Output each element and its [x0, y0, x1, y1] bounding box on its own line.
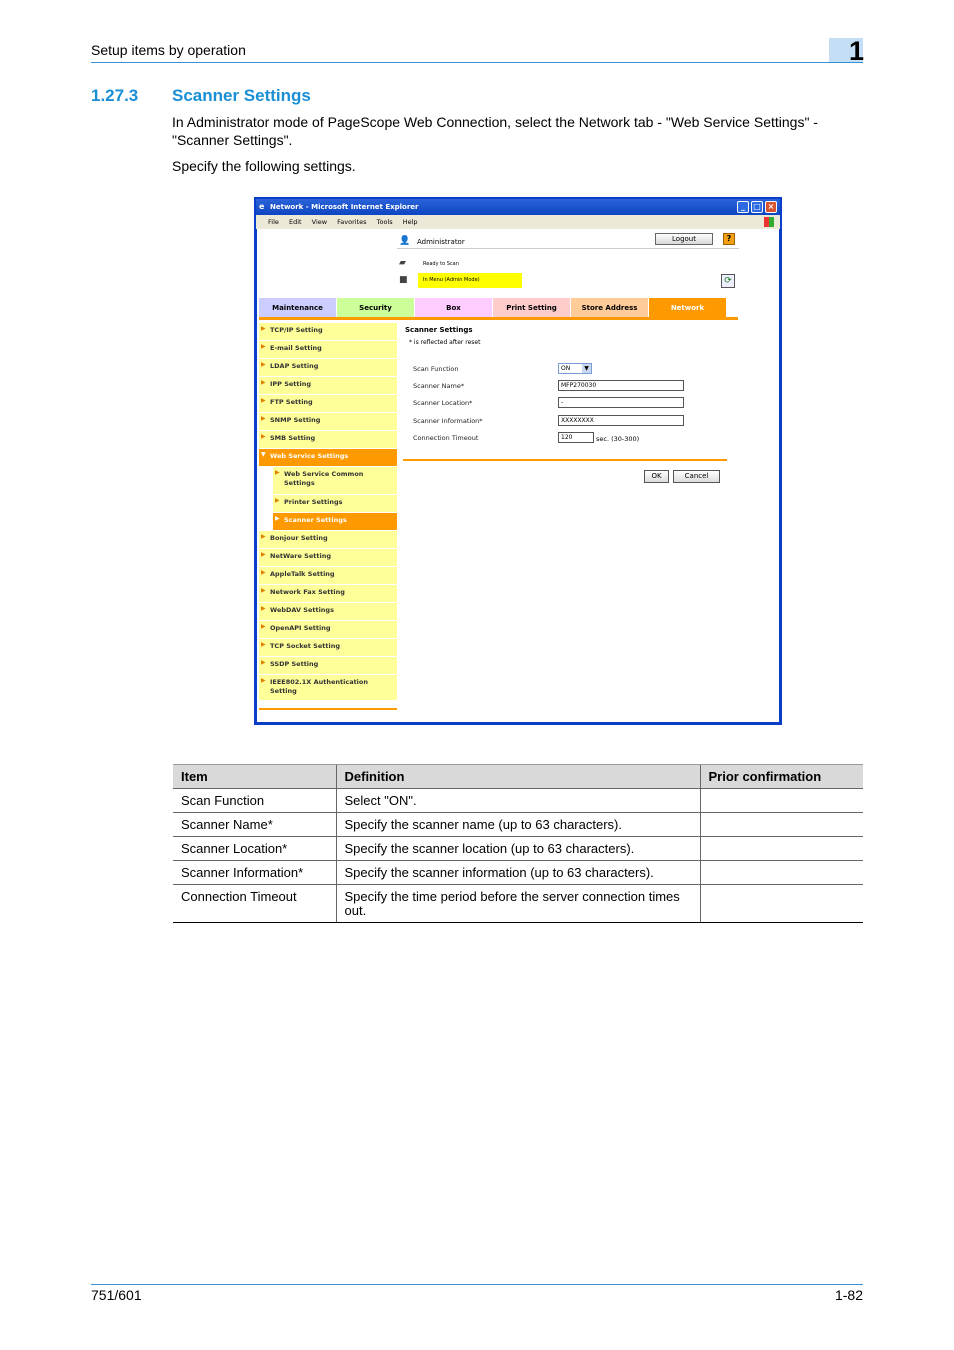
sidebar-item-label: OpenAPI Setting	[270, 624, 331, 632]
sidebar-item-snmp[interactable]	[259, 413, 397, 431]
triangle-right-icon: ▶	[261, 623, 266, 630]
chevron-down-icon: ▼	[582, 364, 591, 373]
page-number: 1-82	[834, 1287, 863, 1303]
tab-store-address[interactable]	[571, 298, 648, 319]
sidebar-item-label: TCP/IP Setting	[270, 326, 323, 334]
table-cell	[700, 885, 863, 923]
sidebar-item-label: NetWare Setting	[270, 552, 331, 560]
sidebar-item-printer-settings[interactable]	[273, 495, 397, 513]
menu-view[interactable]: View	[311, 218, 328, 226]
running-header: Setup items by operation	[91, 42, 246, 58]
column-header: Definition	[336, 765, 700, 789]
triangle-right-icon: ▶	[261, 587, 266, 594]
window-title: Network - Microsoft Internet Explorer	[270, 203, 419, 211]
sidebar-item-label: SMB Setting	[270, 434, 316, 442]
table-row	[173, 837, 863, 861]
menu-bar	[256, 215, 780, 229]
sidebar-item-ssdp[interactable]	[259, 657, 397, 675]
table-cell	[700, 813, 863, 837]
specify-paragraph: Specify the following settings.	[172, 158, 356, 174]
sidebar-item-label: Web Service Settings	[270, 452, 349, 460]
header-divider	[397, 248, 739, 249]
table-cell: Connection Timeout	[173, 885, 336, 923]
sidebar-item-ieee8021x[interactable]	[259, 675, 397, 701]
sidebar-item-bonjour[interactable]	[259, 531, 397, 549]
scan-function-select[interactable]	[558, 363, 592, 374]
triangle-right-icon: ▶	[261, 397, 266, 404]
sidebar-item-label: SNMP Setting	[270, 416, 321, 424]
menu-edit[interactable]: Edit	[288, 218, 302, 226]
table-cell: Specify the scanner location (up to 63 characters).	[336, 837, 700, 861]
sidebar-item-webdav[interactable]	[259, 603, 397, 621]
sidebar-item-tcpip[interactable]	[259, 323, 397, 341]
table-cell: Scanner Name*	[173, 813, 336, 837]
windows-logo-icon	[764, 217, 774, 227]
administrator-icon: 👤	[399, 236, 411, 246]
sidebar-item-ldap[interactable]	[259, 359, 397, 377]
sidebar-item-tcp-socket[interactable]	[259, 639, 397, 657]
triangle-right-icon: ▶	[261, 433, 266, 440]
scanner-location-label: Scanner Location*	[413, 399, 473, 407]
maximize-icon[interactable]: □	[751, 201, 763, 213]
tab-label: Print Setting	[506, 304, 557, 312]
table-cell: Specify the time period before the server connection times out.	[336, 885, 700, 923]
chapter-number: 1	[849, 36, 865, 66]
model-number: 751/601	[91, 1287, 142, 1303]
triangle-right-icon: ▶	[261, 343, 266, 350]
menu-file[interactable]: File	[268, 218, 279, 226]
triangle-right-icon: ▶	[261, 361, 266, 368]
sidebar-item-web-service-common[interactable]	[273, 467, 397, 495]
connection-timeout-field[interactable]: 120	[558, 432, 594, 443]
scanner-information-label: Scanner Information*	[413, 417, 483, 425]
sidebar-item-email[interactable]	[259, 341, 397, 359]
scanner-location-field[interactable]: -	[558, 397, 684, 408]
table-cell: Specify the scanner information (up to 63 characters).	[336, 861, 700, 885]
tab-label: Store Address	[581, 304, 638, 312]
connection-timeout-label: Connection Timeout	[413, 434, 479, 442]
triangle-right-icon: ▶	[261, 325, 266, 332]
table-row	[173, 813, 863, 837]
machine-icon: ■	[399, 275, 408, 285]
sidebar-item-smb[interactable]	[259, 431, 397, 449]
triangle-right-icon: ▶	[275, 469, 280, 476]
tab-print-setting[interactable]	[493, 298, 570, 319]
table-cell: Scan Function	[173, 789, 336, 813]
sidebar-item-label: LDAP Setting	[270, 362, 319, 370]
table-cell: Scanner Information*	[173, 861, 336, 885]
triangle-down-icon: ▼	[261, 451, 266, 458]
tab-box[interactable]	[415, 298, 492, 319]
sidebar-item-ftp[interactable]	[259, 395, 397, 413]
triangle-right-icon: ▶	[261, 551, 266, 558]
triangle-right-icon: ▶	[261, 641, 266, 648]
tab-label: Network	[670, 304, 705, 312]
menu-favorites[interactable]: Favorites	[337, 218, 367, 226]
sidebar-item-label: TCP Socket Setting	[270, 642, 340, 650]
close-icon[interactable]: ×	[765, 201, 777, 213]
table-cell	[700, 789, 863, 813]
ie-icon: e	[259, 202, 265, 211]
window-titlebar	[256, 199, 780, 215]
form-title: Scanner Settings	[405, 326, 473, 334]
web-page	[257, 229, 779, 722]
sidebar-item-label: IEEE802.1X Authentication Setting	[270, 678, 369, 695]
sidebar-item-label: Network Fax Setting	[270, 588, 345, 596]
scanner-information-field[interactable]: XXXXXXXX	[558, 415, 684, 426]
triangle-right-icon: ▶	[261, 415, 266, 422]
triangle-right-icon: ▶	[261, 677, 266, 684]
triangle-right-icon: ▶	[261, 605, 266, 612]
reset-note: * is reflected after reset	[409, 339, 481, 346]
ok-button[interactable]: OK	[644, 470, 669, 483]
sidebar-item-label: FTP Setting	[270, 398, 313, 406]
sidebar-item-label: Printer Settings	[284, 498, 343, 506]
sidebar-item-label: E-mail Setting	[270, 344, 322, 352]
logout-button[interactable]: Logout	[655, 233, 713, 245]
scan-function-label: Scan Function	[413, 365, 459, 373]
table-cell	[700, 861, 863, 885]
minimize-icon[interactable]: _	[737, 201, 749, 213]
sidebar-item-label: AppleTalk Setting	[270, 570, 335, 578]
tab-label: Box	[446, 304, 461, 312]
status-text: Ready to Scan	[423, 261, 459, 267]
settings-table	[173, 764, 863, 923]
triangle-right-icon: ▶	[261, 569, 266, 576]
printer-icon: ▰	[399, 258, 406, 268]
tab-security[interactable]	[337, 298, 414, 319]
menu-help[interactable]: Help	[402, 218, 418, 226]
connection-timeout-unit: sec. (30-300)	[596, 435, 640, 443]
triangle-right-icon: ▶	[261, 659, 266, 666]
sidebar-item-label: IPP Setting	[270, 380, 312, 388]
tab-label: Security	[359, 304, 392, 312]
triangle-right-icon: ▶	[261, 533, 266, 540]
sidebar-item-label: SSDP Setting	[270, 660, 319, 668]
sidebar-item-netware[interactable]	[259, 549, 397, 567]
sidebar-item-appletalk[interactable]	[259, 567, 397, 585]
sidebar-item-label: WebDAV Settings	[270, 606, 334, 614]
sidebar-item-web-service[interactable]	[259, 449, 397, 467]
table-cell: Scanner Location*	[173, 837, 336, 861]
triangle-right-icon: ▶	[261, 379, 266, 386]
tab-maintenance[interactable]	[259, 298, 336, 319]
browser-screenshot	[254, 197, 782, 725]
triangle-right-icon: ▶	[275, 515, 280, 522]
sidebar-item-label: Bonjour Setting	[270, 534, 328, 542]
sidebar-item-network-fax[interactable]	[259, 585, 397, 603]
table-row	[173, 861, 863, 885]
table-cell	[700, 837, 863, 861]
scanner-name-label: Scanner Name*	[413, 382, 465, 390]
menu-tools[interactable]: Tools	[376, 218, 393, 226]
table-cell: Select "ON".	[336, 789, 700, 813]
scanner-name-field[interactable]: MFP270030	[558, 380, 684, 391]
table-row	[173, 789, 863, 813]
tab-network[interactable]	[649, 298, 726, 319]
sidebar-item-scanner-settings[interactable]	[273, 513, 397, 531]
sidebar-item-label: Scanner Settings	[284, 516, 347, 524]
table-header-row	[173, 765, 863, 789]
column-header: Prior confirmation	[700, 765, 863, 789]
cancel-button[interactable]: Cancel	[673, 470, 720, 483]
tab-underline	[259, 317, 738, 320]
mode-text: In Menu (Admin Mode)	[423, 277, 480, 283]
section-title: Scanner Settings	[172, 86, 311, 105]
sidebar-item-openapi[interactable]	[259, 621, 397, 639]
header-rule	[91, 62, 863, 63]
refresh-icon[interactable]: ⟳	[721, 274, 735, 288]
triangle-right-icon: ▶	[275, 497, 280, 504]
tab-bar	[259, 298, 738, 319]
column-header: Item	[173, 765, 336, 789]
sidebar-bottom-rule	[259, 708, 397, 710]
footer-rule	[91, 1284, 863, 1285]
intro-paragraph: In Administrator mode of PageScope Web Connection, select the Network tab - "Web Service Settings" - "Scanner Settings".	[172, 114, 818, 148]
administrator-label: Administrator	[417, 238, 465, 246]
sidebar-item-label: Web Service Common Settings	[284, 470, 364, 487]
section-number: 1.27.3	[91, 86, 139, 105]
sidebar-item-ipp[interactable]	[259, 377, 397, 395]
table-cell: Specify the scanner name (up to 63 characters).	[336, 813, 700, 837]
table-row	[173, 885, 863, 923]
scan-function-value: ON	[561, 365, 571, 372]
help-icon[interactable]: ?	[723, 233, 735, 245]
tab-label: Maintenance	[272, 304, 323, 312]
form-rule	[403, 459, 727, 461]
